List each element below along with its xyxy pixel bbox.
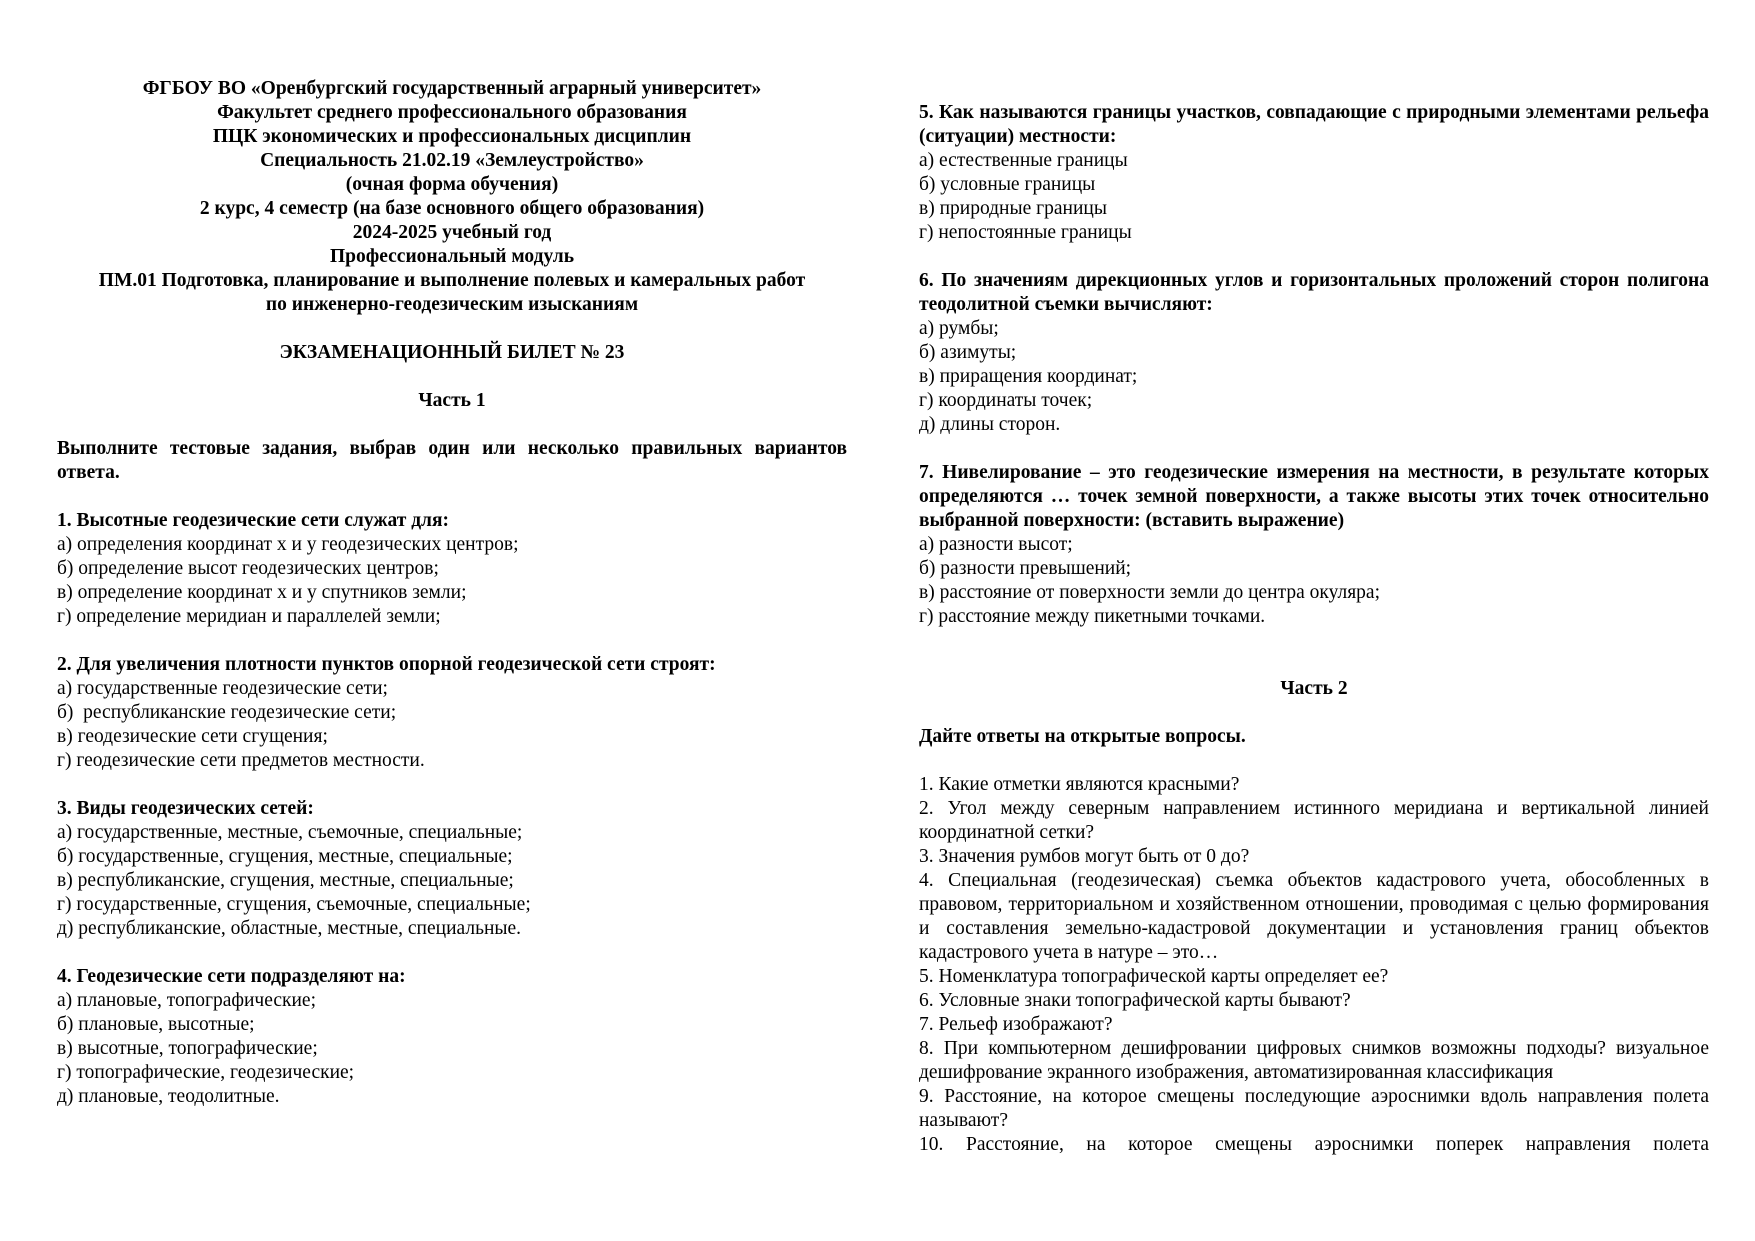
answer-option: г) государственные, сгущения, съемочные, специальные; [57, 894, 531, 915]
answer-option: г) топографические, геодезические; [57, 1062, 355, 1083]
answer-option: а) определения координат х и у геодезических центров; [57, 534, 519, 555]
answer-option: б) плановые, высотные; [57, 1014, 255, 1035]
open-question: 3. Значения румбов могут быть от 0 до? [919, 846, 1250, 867]
answer-option: г) координаты точек; [919, 390, 1093, 411]
answer-option: а) плановые, топографические; [57, 990, 317, 1011]
answer-option: б) условные границы [919, 174, 1096, 195]
question-title: 6. По значениям дирекционных углов и горизонтальных проложений сторон полигона теодолитной съемки вычисляют: [919, 270, 1709, 315]
question-2 [57, 653, 847, 773]
question-7 [919, 461, 1709, 629]
question-4 [57, 965, 847, 1109]
open-question: 10. Расстояние, на которое смещены аэроснимки поперек направления полета [919, 1134, 1709, 1155]
header-department: ПЦК экономических и профессиональных дисциплин [212, 126, 692, 147]
part1-title: Часть 1 [418, 390, 486, 411]
answer-option: д) длины сторон. [919, 414, 1061, 435]
answer-option: г) непостоянные границы [919, 222, 1132, 243]
open-questions-list [919, 773, 1709, 1157]
open-question: 5. Номенклатура топографической карты определяет ее? [919, 966, 1389, 987]
answer-option: б) разности превышений; [919, 558, 1132, 579]
open-question: 6. Условные знаки топографической карты бывают? [919, 990, 1351, 1011]
open-question: 8. При компьютерном дешифровании цифровых снимков возможны подходы? визуальное дешифрование экранного изображения, автоматизированная классификация [919, 1038, 1709, 1083]
question-3 [57, 797, 847, 941]
ticket-title: ЭКЗАМЕНАЦИОННЫЙ БИЛЕТ № 23 [279, 342, 625, 363]
answer-option: а) разности высот; [919, 534, 1073, 555]
question-title: 7. Нивелирование – это геодезические измерения на местности, в результате которых определяются … точек земной поверхности, а также высоты этих точек относительно выбранной поверхности: (вставить выражение) [919, 462, 1709, 531]
header-module-label: Профессиональный модуль [329, 246, 575, 267]
left-column [57, 77, 847, 1109]
part2-title: Часть 2 [1280, 678, 1348, 699]
answer-option: а) естественные границы [919, 150, 1128, 171]
answer-option: в) геодезические сети сгущения; [57, 726, 328, 747]
answer-option: в) природные границы [919, 198, 1107, 219]
open-question: 4. Специальная (геодезическая) съемка объектов кадастрового учета, обособленных в правовом, территориальном и хозяйственном отношении, проводимая с целью формирования и составления земельно-кадастровой документации и установления границ объектов кадастрового учета в натуре – это… [919, 870, 1709, 963]
answer-option: в) республиканские, сгущения, местные, специальные; [57, 870, 514, 891]
header-specialty: Специальность 21.02.19 «Землеустройство» [260, 150, 644, 171]
answer-option: в) приращения координат; [919, 366, 1138, 387]
answer-option: д) плановые, теодолитные. [57, 1086, 280, 1107]
question-title: 5. Как называются границы участков, совпадающие с природными элементами рельефа (ситуации) местности: [919, 102, 1709, 147]
open-question: 1. Какие отметки являются красными? [919, 774, 1240, 795]
header-university: ФГБОУ ВО «Оренбургский государственный аграрный университет» [142, 78, 762, 99]
answer-option: а) государственные геодезические сети; [57, 678, 388, 699]
header-academic-year: 2024-2025 учебный год [352, 222, 552, 243]
answer-option: б) определение высот геодезических центров; [57, 558, 439, 579]
header-study-form: (очная форма обучения) [345, 174, 559, 195]
open-question: 2. Угол между северным направлением истинного меридиана и вертикальной линией координатной сетки? [919, 798, 1709, 843]
answer-option: а) румбы; [919, 318, 999, 339]
answer-option: б) азимуты; [919, 342, 1017, 363]
answer-option: б) республиканские геодезические сети; [57, 702, 397, 723]
question-1 [57, 509, 847, 629]
open-question: 7. Рельеф изображают? [919, 1014, 1113, 1035]
header-module-name-cont: по инженерно-геодезическим изысканиям [265, 294, 639, 315]
answer-option: в) расстояние от поверхности земли до центра окуляра; [919, 582, 1381, 603]
open-question: 9. Расстояние, на которое смещены последующие аэроснимки вдоль направления полета называют? [919, 1086, 1709, 1131]
answer-option: в) высотные, топографические; [57, 1038, 318, 1059]
document-header [57, 77, 847, 317]
answer-option: б) государственные, сгущения, местные, специальные; [57, 846, 513, 867]
answer-option: в) определение координат х и у спутников земли; [57, 582, 467, 603]
header-faculty: Факультет среднего профессионального образования [217, 102, 687, 123]
question-title: 3. Виды геодезических сетей: [57, 798, 314, 819]
question-5 [919, 101, 1709, 245]
answer-option: г) определение меридиан и параллелей земли; [57, 606, 441, 627]
header-course: 2 курс, 4 семестр (на базе основного общего образования) [199, 198, 705, 219]
answer-option: а) государственные, местные, съемочные, специальные; [57, 822, 523, 843]
question-title: 1. Высотные геодезические сети служат для: [57, 510, 450, 531]
part2-instruction: Дайте ответы на открытые вопросы. [919, 726, 1246, 747]
answer-option: д) республиканские, областные, местные, специальные. [57, 918, 522, 939]
right-column [919, 101, 1709, 1157]
question-title: 2. Для увеличения плотности пунктов опорной геодезической сети строят: [57, 654, 716, 675]
question-6 [919, 269, 1709, 437]
question-title: 4. Геодезические сети подразделяют на: [57, 966, 406, 987]
answer-option: г) геодезические сети предметов местности. [57, 750, 425, 771]
part1-instruction: Выполните тестовые задания, выбрав один или несколько правильных вариантов ответа. [57, 438, 847, 483]
header-module-name: ПМ.01 Подготовка, планирование и выполнение полевых и камеральных работ [98, 270, 806, 291]
answer-option: г) расстояние между пикетными точками. [919, 606, 1266, 627]
